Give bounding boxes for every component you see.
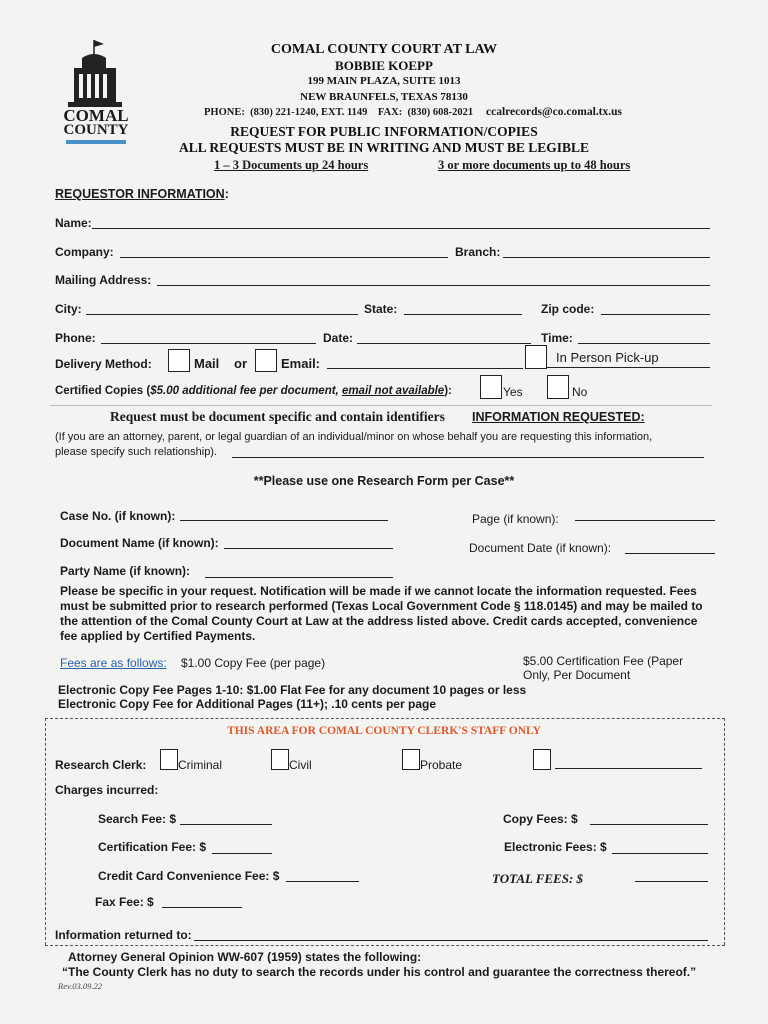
- party-name-field[interactable]: [205, 577, 393, 578]
- email-label: Email:: [281, 356, 321, 371]
- or-label: or: [234, 356, 247, 371]
- info-requested-title: INFORMATION REQUESTED:: [472, 410, 645, 424]
- electronic-fee-1: Electronic Copy Fee Pages 1-10: $1.00 Flat Fee for any document 10 pages or less: [58, 683, 527, 697]
- doc-name-field[interactable]: [224, 548, 393, 549]
- court-name: COMAL COUNTY COURT AT LAW: [270, 42, 498, 57]
- city-field[interactable]: [86, 314, 358, 315]
- instructions-paragraph: [60, 584, 703, 644]
- cert-fee-label: Certification Fee: $: [98, 840, 207, 854]
- attorney-note-1: (If you are an attorney, parent, or legal guardian of an individual/minor on whose behalf you are requesting this information,: [55, 431, 653, 443]
- cert-fee-text-1: $5.00 Certification Fee (Paper: [523, 654, 684, 668]
- turnaround-short: 1 – 3 Documents up 24 hours: [214, 158, 369, 172]
- pickup-checkbox[interactable]: [525, 345, 547, 369]
- date-label: Date:: [323, 331, 354, 345]
- probate-label: Probate: [420, 758, 463, 772]
- charges-label: Charges incurred:: [55, 783, 159, 797]
- requestor-section-title: [55, 187, 229, 201]
- other-field[interactable]: [555, 768, 702, 769]
- pickup-label: In Person Pick-up: [556, 350, 659, 365]
- certified-suffix: ):: [444, 385, 452, 397]
- date-field[interactable]: [357, 343, 531, 344]
- party-name-label: Party Name (if known):: [60, 564, 191, 578]
- copy-fees-field[interactable]: [590, 824, 708, 825]
- revision-date: Rev.03.09.22: [58, 981, 102, 991]
- probate-checkbox[interactable]: [402, 749, 420, 770]
- name-field[interactable]: [92, 228, 710, 229]
- page-field[interactable]: [575, 520, 715, 521]
- one-form-note: **Please use one Research Form per Case**: [253, 474, 515, 488]
- city-label: City:: [55, 302, 82, 316]
- branch-field[interactable]: [503, 257, 710, 258]
- attorney-note-2: please specify such relationship).: [55, 446, 218, 458]
- total-fees-label: TOTAL FEES: $: [492, 871, 584, 886]
- fax-fee-label: Fax Fee: $: [95, 895, 154, 909]
- pickup-underline: [547, 367, 710, 368]
- requestor-title-colon: :: [224, 187, 229, 201]
- address-line2: NEW BRAUNFELS, TEXAS 78130: [300, 91, 468, 103]
- research-clerk-label: Research Clerk:: [55, 758, 147, 772]
- logo-text-county: COUNTY: [63, 122, 129, 138]
- company-label: Company:: [55, 245, 114, 259]
- time-field[interactable]: [578, 343, 710, 344]
- instructions-line-4: fee applied by Certified Payments.: [60, 629, 256, 643]
- specific-request-note: Request must be document specific and contain identifiers: [110, 409, 445, 424]
- criminal-label: Criminal: [178, 758, 223, 772]
- cc-fee-label: Credit Card Convenience Fee: $: [98, 869, 280, 883]
- zip-label: Zip code:: [541, 302, 595, 316]
- search-fee-field[interactable]: [180, 824, 272, 825]
- staff-only-title: THIS AREA FOR COMAL COUNTY CLERK'S STAFF ONLY: [227, 725, 541, 737]
- info-returned-field[interactable]: [194, 940, 708, 941]
- page-label: Page (if known):: [472, 512, 559, 526]
- staff-box-right: [724, 718, 725, 945]
- instructions-line-3: the attention of the Comal County Court at Law at the address listed above. Credit cards accepted, convenience: [60, 614, 698, 628]
- instructions-line-1: Please be specific in your request. Notification will be made if we cannot locate the information requested. Fees: [60, 584, 697, 598]
- phone-field[interactable]: [101, 343, 316, 344]
- relationship-field[interactable]: [232, 457, 704, 458]
- mailing-field[interactable]: [157, 285, 710, 286]
- judge-name: BOBBIE KOEPP: [335, 58, 433, 73]
- certified-no-label: No: [572, 385, 588, 399]
- fees-heading: Fees are as follows:: [60, 656, 167, 670]
- electronic-fees-label: Electronic Fees: $: [504, 840, 607, 854]
- copy-fee-text: $1.00 Copy Fee (per page): [181, 656, 326, 670]
- certified-yes-label: Yes: [503, 385, 523, 399]
- instructions-line-2: must be submitted prior to research performed (Texas Local Government Code § 118.0145) and may be mailed to: [60, 599, 703, 613]
- certified-copies-label: [55, 385, 452, 397]
- case-no-label: Case No. (if known):: [60, 509, 176, 523]
- company-field[interactable]: [120, 257, 448, 258]
- ag-quote: “The County Clerk has no duty to search the records under his control and guarantee the correctness thereof.”: [62, 965, 697, 979]
- search-fee-label: Search Fee: $: [98, 812, 177, 826]
- phone-fax: PHONE: (830) 221-1240, EXT. 1149 FAX: (830) 608-2021: [204, 107, 474, 118]
- electronic-fees-field[interactable]: [612, 853, 708, 854]
- logo-text-comal: COMAL: [63, 106, 129, 125]
- section-divider: [50, 405, 712, 406]
- certified-yes-checkbox[interactable]: [480, 375, 502, 399]
- delivery-label: Delivery Method:: [55, 357, 152, 371]
- branch-label: Branch:: [455, 245, 501, 259]
- copy-fees-label: Copy Fees: $: [503, 812, 578, 826]
- form-title: REQUEST FOR PUBLIC INFORMATION/COPIES: [230, 124, 538, 139]
- mail-label: Mail: [194, 356, 220, 371]
- time-label: Time:: [541, 331, 573, 345]
- cert-fee-field[interactable]: [212, 853, 272, 854]
- case-no-field[interactable]: [180, 520, 388, 521]
- mail-checkbox[interactable]: [168, 349, 190, 372]
- staff-box-bottom: [45, 945, 725, 946]
- info-returned-label: Information returned to:: [55, 928, 192, 942]
- staff-box-top: [45, 718, 725, 719]
- certified-no-checkbox[interactable]: [547, 375, 569, 399]
- civil-checkbox[interactable]: [271, 749, 289, 770]
- turnaround-long: 3 or more documents up to 48 hours: [438, 158, 631, 172]
- civil-label: Civil: [289, 758, 312, 772]
- certified-fee: $5.00 additional fee per document,: [150, 385, 342, 397]
- total-fees-field[interactable]: [635, 881, 708, 882]
- electronic-fee-2: Electronic Copy Fee for Additional Pages (11+); .10 cents per page: [58, 697, 436, 711]
- state-field[interactable]: [404, 314, 522, 315]
- requestor-title-text: REQUESTOR INFORMATION: [55, 187, 225, 201]
- mailing-label: Mailing Address:: [55, 273, 152, 287]
- records-email: ccalrecords@co.comal.tx.us: [486, 106, 622, 118]
- zip-field[interactable]: [601, 314, 710, 315]
- email-field[interactable]: [327, 368, 523, 369]
- criminal-checkbox[interactable]: [160, 749, 178, 770]
- ag-opinion: Attorney General Opinion WW-607 (1959) states the following:: [68, 950, 422, 964]
- address-line1: 199 MAIN PLAZA, SUITE 1013: [307, 75, 461, 87]
- form-subtitle: ALL REQUESTS MUST BE IN WRITING AND MUST BE LEGIBLE: [178, 140, 589, 155]
- cc-fee-field[interactable]: [286, 881, 359, 882]
- doc-date-field[interactable]: [625, 553, 715, 554]
- fax-fee-field[interactable]: [162, 907, 242, 908]
- certified-email-na: email not available: [341, 385, 445, 397]
- state-label: State:: [364, 302, 398, 316]
- other-checkbox[interactable]: [533, 749, 551, 770]
- doc-name-label: Document Name (if known):: [60, 536, 219, 550]
- doc-date-label: Document Date (if known):: [469, 541, 612, 555]
- certified-prefix: Certified Copies (: [55, 385, 151, 397]
- cert-fee-text-2: Only, Per Document: [523, 668, 631, 682]
- staff-box-left: [45, 718, 46, 945]
- phone-label: Phone:: [55, 331, 96, 345]
- name-label: Name:: [55, 216, 92, 230]
- email-checkbox[interactable]: [255, 349, 277, 372]
